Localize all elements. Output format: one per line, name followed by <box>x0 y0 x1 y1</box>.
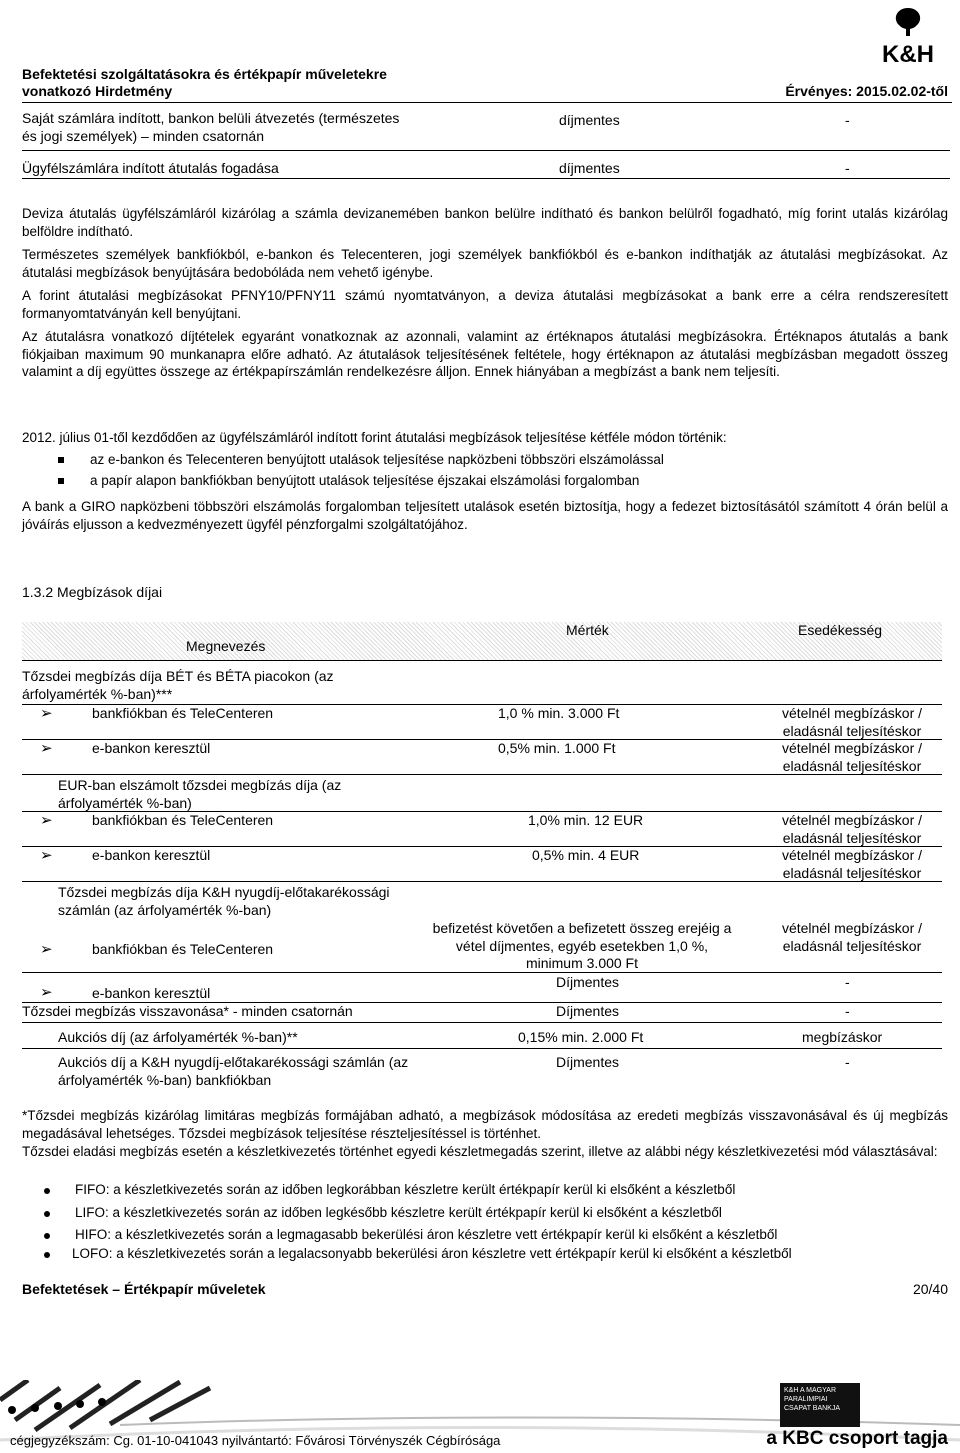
fee-row-2-label: Ügyfélszámlára indított átutalás fogadása <box>22 160 279 176</box>
para-deviza: Deviza átutalás ügyfélszámláról kizárólag a számla devizanemében bankon belülre indítható és bankon belülről fogadható, míg forint utalás kizárólag belföldre indítható. <box>22 206 948 239</box>
fee-row-2-fee: díjmentes <box>559 160 620 176</box>
kbc-group-label: a KBC csoport tagja <box>766 1428 948 1449</box>
list-hifo: HIFO: a készletkivezetés során a legmagasabb bekerülési áron készletre vett értékpapír kerül ki elsőként a készletből <box>75 1227 778 1242</box>
logo-text: K&H <box>882 41 934 66</box>
bullet-square <box>58 478 64 484</box>
arrow-bullet-icon: ➢ <box>40 740 53 757</box>
para-channels: Természetes személyek bankfiókból, e-bankon és Telecenteren, jogi személyek bankfiókból és e-bankon indíthatják az átutalási megbízásokat. Az átutalási megbízások benyújtására bedobóláda nem vehető igénybe. <box>22 247 948 280</box>
r4-label: e-bankon keresztül <box>92 847 211 863</box>
doc-title <box>22 66 387 100</box>
note-inventory: Tőzsdei eladási megbízás esetén a készletkivezetés történhet egyedi készletmegadás szerint, illetve az alábbi négy készletkivezetési mód választásával: <box>22 1144 938 1159</box>
r8-label: Aukciós díj (az árfolyamérték %-ban)** <box>58 1029 298 1045</box>
r5-due: vételnél megbízáskor / eladásnál teljesítéskor <box>781 920 923 954</box>
r1-label: bankfiókban és TeleCenteren <box>92 705 274 721</box>
page-number: 20/40 <box>912 1281 948 1297</box>
kh-logo <box>866 4 950 66</box>
row-divider <box>22 972 942 973</box>
section-title: 1.3.2 Megbízások díjai <box>22 584 163 600</box>
paralympic-badge <box>780 1383 860 1427</box>
fees-table <box>22 622 942 1092</box>
r2-due: vételnél megbízáskor / eladásnál teljesítéskor <box>781 740 923 774</box>
list-dot <box>44 1252 50 1258</box>
col-header-name: Megnevezés <box>186 638 266 654</box>
col-header-rate: Mérték <box>566 622 609 638</box>
r8-rate: 0,15% min. 2.000 Ft <box>518 1029 644 1045</box>
r5-label: bankfiókban és TeleCenteren <box>92 941 274 957</box>
r5-rate: befizetést követően a befizetett összeg erejéig a vétel díjmentes, egyéb esetekben 1,0 %, minimum 3.000 Ft <box>432 920 732 971</box>
r4-due: vételnél megbízáskor / eladásnál teljesítéskor <box>781 847 923 881</box>
r8-due: megbízáskor <box>802 1029 883 1045</box>
doc-title-line1: Befektetési szolgáltatásokra és értékpapír műveletekre <box>22 66 387 82</box>
arrow-bullet-icon: ➢ <box>40 847 53 864</box>
header-rule <box>22 102 952 103</box>
bullet-item-1: az e-bankon és Telecenteren benyújtott utalások teljesítése napközbeni többszöri elszámolással <box>90 452 664 467</box>
r2-rate: 0,5% min. 1.000 Ft <box>498 740 616 756</box>
para-forms: A forint átutalási megbízásokat PFNY10/PFNY11 számú nyomtatványon, a deviza átutalási megbízásokat a bank erre a célra rendszeresített formanyomtatványán kell benyújtani. <box>22 288 948 321</box>
paralympic-badge-text: K&H A MAGYAR PARALIMPIAI CSAPAT BANKJA <box>784 1387 841 1412</box>
para-2012: 2012. július 01-től kezdődően az ügyfélszámláról indított forint átutalási megbízások teljesítése kétféle módon történik: <box>22 430 727 445</box>
r1-due: vételnél megbízáskor / eladásnál teljesítéskor <box>781 705 923 739</box>
group3-title: Tőzsdei megbízás díja K&H nyugdíj-előtakarékossági számlán (az árfolyamérték %-ban) <box>58 884 390 918</box>
doc-title-line2: vonatkozó Hirdetmény <box>22 83 173 99</box>
r6-label: e-bankon keresztül <box>92 985 211 1001</box>
fee-table <box>22 104 950 179</box>
r6-rate: Díjmentes <box>556 974 620 990</box>
col-header-due: Esedékesség <box>798 622 883 638</box>
r9-label: Aukciós díj a K&H nyugdíj-előtakarékossági számlán (az árfolyamérték %-ban) bankfiókban <box>58 1054 409 1088</box>
list-dot <box>44 1233 50 1239</box>
list-lofo: LOFO: a készletkivezetés során a legalacsonyabb bekerülési áron készletre vett értékpapír kerül ki elsőként a készletből <box>72 1246 792 1261</box>
note-limit-orders: *Tőzsdei megbízás kizárólag limitáras megbízás formájában adható, a megbízások módosítása az eredeti megbízás visszavonásával és új megbízás megadásával lehetséges. Tőzsdei megbízások teljesítése részteljesítéssel is történhet. <box>22 1108 948 1141</box>
r7-label: Tőzsdei megbízás visszavonása* - minden csatornán <box>22 1003 353 1019</box>
para-value-date: Az átutalásra vonatkozó díjtételek egyaránt vonatkoznak az azonnali, valamint az értéknapos átutalási megbízásokra. Értéknapos átutalás a bank fiókjaiban maximum 90 munkanapra előre adható. Az átutalások teljesítésének feltétele, hogy értéknapon az átutalási megbízásban megadott összeg valamint a díj együttes összege az értékpapírszámlán rendelkezésre álljon. Ennek hiányában a megbízást a bank nem teljesíti. <box>22 329 948 379</box>
r4-rate: 0,5% min. 4 EUR <box>532 847 640 863</box>
list-dot <box>44 1211 50 1217</box>
arrow-bullet-icon: ➢ <box>40 812 53 829</box>
r1-rate: 1,0 % min. 3.000 Ft <box>498 705 620 721</box>
row-divider <box>22 1022 942 1023</box>
r3-rate: 1,0% min. 12 EUR <box>528 812 644 828</box>
list-fifo: FIFO: a készletkivezetés során az időben legkorábban készletre került értékpapír kerül ki elsőként a készletből <box>75 1182 736 1197</box>
fee-table-bottom <box>22 178 950 179</box>
row-divider <box>22 774 942 775</box>
r7-rate: Díjmentes <box>556 1003 620 1019</box>
r9-rate: Díjmentes <box>556 1054 620 1070</box>
company-registry: cégjegyzékszám: Cg. 01-10-041043 nyilvántartó: Fővárosi Törvényszék Cégbírósága <box>10 1433 501 1448</box>
r6-due: - <box>845 974 850 990</box>
r3-due: vételnél megbízáskor / eladásnál teljesítéskor <box>781 812 923 846</box>
r3-label: bankfiókban és TeleCenteren <box>92 812 274 828</box>
fee-row-1-due: - <box>845 112 850 128</box>
fee-row-2-due: - <box>845 160 850 176</box>
r7-due: - <box>845 1003 850 1019</box>
list-lifo: LIFO: a készletkivezetés során az időben legkésőbb készletre került értékpapír kerül ki elsőként a készletből <box>75 1205 722 1220</box>
arrow-bullet-icon: ➢ <box>40 984 53 1001</box>
fee-row-1-label: Saját számlára indított, bankon belüli átvezetés (természetes és jogi személyek) – minden csatornán <box>22 110 400 144</box>
fee-row-divider <box>22 150 950 151</box>
arrow-bullet-icon: ➢ <box>40 941 53 958</box>
bullet-square <box>58 457 64 463</box>
r2-label: e-bankon keresztül <box>92 740 211 756</box>
group2-title: EUR-ban elszámolt tőzsdei megbízás díja (az árfolyamérték %-ban) <box>58 777 342 811</box>
row-divider <box>22 1048 942 1049</box>
list-dot <box>44 1188 50 1194</box>
validity-date: Érvényes: 2015.02.02-től <box>785 83 948 99</box>
fee-row-1-fee: díjmentes <box>559 112 620 128</box>
r9-due: - <box>845 1054 850 1070</box>
bullet-item-2: a papír alapon bankfiókban benyújtott utalások teljesítése éjszakai elszámolási forgalomban <box>90 473 640 488</box>
row-divider <box>22 881 942 882</box>
footer-section: Befektetések – Értékpapír műveletek <box>22 1281 266 1297</box>
para-giro: A bank a GIRO napközbeni többszöri elszámolás forgalomban teljesített utalások esetén biztosítja, hogy a fedezet biztosításától számított 4 órán belül a jóváírás eljusson a kedvezményezett ügyfél pénzforgalmi szolgáltatójához. <box>22 499 948 532</box>
arrow-bullet-icon: ➢ <box>40 705 53 722</box>
group1-title: Tőzsdei megbízás díja BÉT és BÉTA piacokon (az árfolyamérték %-ban)*** <box>22 668 334 702</box>
